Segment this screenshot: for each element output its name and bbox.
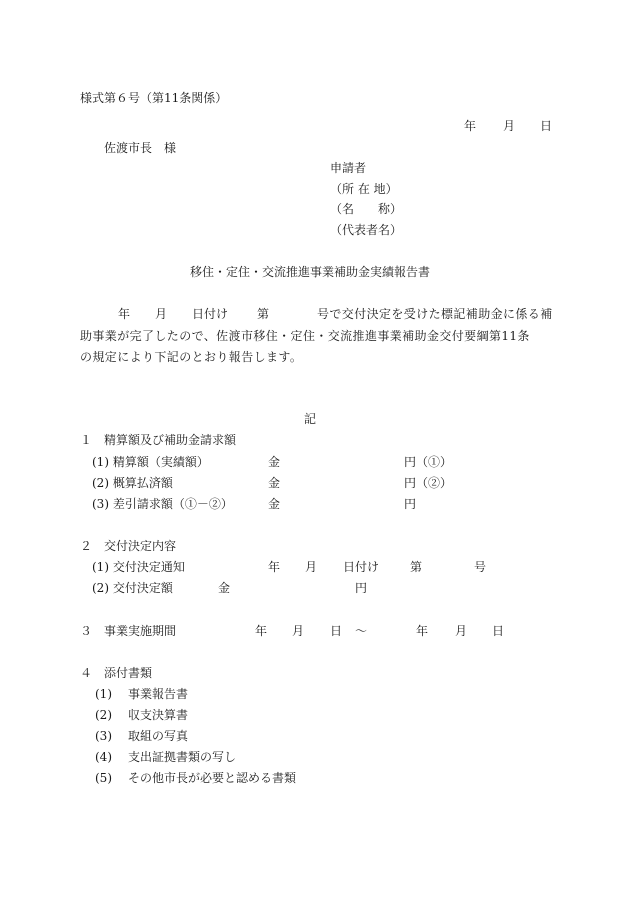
section1-row2-label: (2) 概算払済額 <box>92 476 173 490</box>
attachment-text: 収支決算書 <box>128 708 189 722</box>
attachment-number: (3) <box>95 729 112 743</box>
section2-row2-yen: 円 <box>355 581 368 595</box>
applicant-representative-label: （代表者名） <box>330 223 403 237</box>
section1-row1-kin: 金 <box>268 455 281 469</box>
section1-row1-yen: 円（①） <box>404 455 453 469</box>
attachment-number: (2) <box>95 708 112 722</box>
section1-row2-yen: 円（②） <box>404 476 453 490</box>
intro-year: 年 <box>118 307 131 321</box>
section2-row1-year: 年 <box>268 560 281 574</box>
section1-row1-label: (1) 精算額（実績額） <box>92 455 209 469</box>
section3-heading: ３ 事業実施期間 <box>80 624 177 638</box>
section3-end-day: 日 <box>492 624 505 638</box>
intro-month: 月 <box>155 307 168 321</box>
section3-start-month: 月 <box>292 624 305 638</box>
date-month: 月 <box>503 119 516 133</box>
section2-row2-kin: 金 <box>218 581 231 595</box>
document-title: 移住・定住・交流推進事業補助金実績報告書 <box>190 265 431 279</box>
section3-tilde: ～ <box>355 624 368 638</box>
date-day: 日 <box>540 119 553 133</box>
section1-heading: １ 精算額及び補助金請求額 <box>80 433 237 447</box>
applicant-name-label: （名 称） <box>330 202 403 216</box>
intro-line2: 助事業が完了したので、佐渡市移住・定住・交流推進事業補助金交付要綱第11条 <box>80 329 530 343</box>
attachment-number: (5) <box>95 771 112 785</box>
applicant-address-label: （所 在 地） <box>330 182 398 196</box>
date-year: 年 <box>464 119 477 133</box>
section2-row1-number-prefix: 第 <box>410 560 423 574</box>
section3-start-day: 日 <box>330 624 343 638</box>
form-number: 様式第６号（第11条関係） <box>80 91 228 105</box>
section1-row2-kin: 金 <box>268 476 281 490</box>
attachment-number: (1) <box>95 687 112 701</box>
section2-row1-month: 月 <box>305 560 318 574</box>
section2-row1-number-suffix: 号 <box>474 560 487 574</box>
intro-number-prefix: 第 <box>257 307 270 321</box>
attachment-text: 支出証拠書類の写し <box>128 750 237 764</box>
section1-row3-kin: 金 <box>268 497 281 511</box>
section3-end-year: 年 <box>416 624 429 638</box>
section4-heading: ４ 添付書類 <box>80 666 153 680</box>
section1-row3-label: (3) 差引請求額（①－②） <box>92 497 233 511</box>
attachment-number: (4) <box>95 750 112 764</box>
intro-line3: の規定により下記のとおり報告します。 <box>80 350 303 364</box>
section2-row1-date-suffix: 日付け <box>343 560 380 574</box>
intro-line1-rest: 号で交付決定を受けた標記補助金に係る補 <box>317 307 553 321</box>
attachment-text: 取組の写真 <box>128 729 189 743</box>
intro-date-suffix: 日付け <box>192 307 229 321</box>
section2-row1-label: (1) 交付決定通知 <box>92 560 185 574</box>
section3-end-month: 月 <box>455 624 468 638</box>
ki-label: 記 <box>304 412 317 426</box>
section2-heading: ２ 交付決定内容 <box>80 539 177 553</box>
section3-start-year: 年 <box>255 624 268 638</box>
attachment-text: 事業報告書 <box>128 687 189 701</box>
attachment-text: その他市長が必要と認める書類 <box>128 771 297 785</box>
addressee: 佐渡市長 様 <box>104 141 177 155</box>
section1-row3-yen: 円 <box>404 497 417 511</box>
applicant-heading: 申請者 <box>330 161 367 175</box>
section2-row2-label: (2) 交付決定額 <box>92 581 173 595</box>
